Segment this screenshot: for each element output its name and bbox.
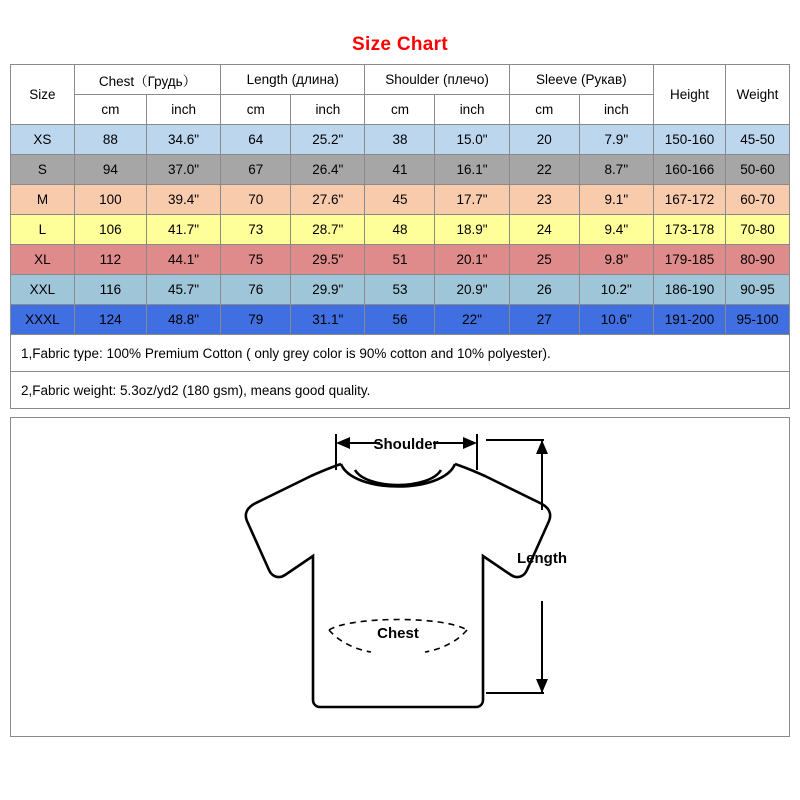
header-length: Length (длина)	[221, 65, 365, 95]
header-shoulder: Shoulder (плечо)	[365, 65, 509, 95]
length-label: Length	[517, 550, 567, 567]
cell-chest-cm: 94	[74, 155, 146, 185]
cell-shoulder-cm: 51	[365, 245, 435, 275]
cell-shoulder-inch: 20.9"	[435, 275, 509, 305]
cell-height: 179-185	[653, 245, 725, 275]
table-row	[11, 215, 790, 245]
table-row	[11, 185, 790, 215]
cell-shoulder-inch: 18.9"	[435, 215, 509, 245]
cell-size: S	[11, 155, 75, 185]
header-weight: Weight	[726, 65, 790, 125]
cell-sleeve-inch: 10.2"	[579, 275, 653, 305]
cell-height: 167-172	[653, 185, 725, 215]
cell-length-cm: 73	[221, 215, 291, 245]
cell-weight: 45-50	[726, 125, 790, 155]
cell-size: XXXL	[11, 305, 75, 335]
cell-sleeve-cm: 20	[509, 125, 579, 155]
cell-length-inch: 31.1"	[291, 305, 365, 335]
size-table-body	[11, 125, 790, 335]
cell-chest-cm: 116	[74, 275, 146, 305]
cell-chest-cm: 88	[74, 125, 146, 155]
cell-length-inch: 26.4"	[291, 155, 365, 185]
cell-sleeve-cm: 22	[509, 155, 579, 185]
cell-sleeve-inch: 9.8"	[579, 245, 653, 275]
cell-height: 173-178	[653, 215, 725, 245]
cell-height: 191-200	[653, 305, 725, 335]
cell-length-cm: 75	[221, 245, 291, 275]
cell-weight: 80-90	[726, 245, 790, 275]
tshirt-diagram-svg	[11, 418, 789, 736]
cell-sleeve-cm: 27	[509, 305, 579, 335]
cell-sleeve-inch: 7.9"	[579, 125, 653, 155]
cell-sleeve-inch: 9.4"	[579, 215, 653, 245]
cell-shoulder-inch: 20.1"	[435, 245, 509, 275]
cell-length-cm: 67	[221, 155, 291, 185]
cell-height: 160-166	[653, 155, 725, 185]
cell-chest-inch: 39.4"	[146, 185, 220, 215]
header-sleeve-cm: cm	[509, 95, 579, 125]
cell-shoulder-cm: 48	[365, 215, 435, 245]
table-group-header-row	[11, 65, 790, 95]
tshirt-diagram	[10, 417, 790, 737]
cell-sleeve-inch: 10.6"	[579, 305, 653, 335]
cell-weight: 90-95	[726, 275, 790, 305]
cell-shoulder-cm: 45	[365, 185, 435, 215]
cell-chest-cm: 106	[74, 215, 146, 245]
table-row	[11, 245, 790, 275]
cell-length-inch: 25.2"	[291, 125, 365, 155]
cell-shoulder-inch: 15.0"	[435, 125, 509, 155]
cell-weight: 60-70	[726, 185, 790, 215]
table-row	[11, 155, 790, 185]
cell-chest-inch: 48.8"	[146, 305, 220, 335]
cell-height: 150-160	[653, 125, 725, 155]
cell-length-cm: 70	[221, 185, 291, 215]
cell-chest-inch: 37.0"	[146, 155, 220, 185]
cell-chest-cm: 100	[74, 185, 146, 215]
page-title: Size Chart	[352, 34, 448, 55]
table-row	[11, 275, 790, 305]
chest-label: Chest	[377, 625, 419, 642]
note-fabric-type: 1,Fabric type: 100% Premium Cotton ( only grey color is 90% cotton and 10% polyester).	[11, 335, 790, 372]
cell-shoulder-inch: 22"	[435, 305, 509, 335]
cell-size: XS	[11, 125, 75, 155]
cell-shoulder-cm: 53	[365, 275, 435, 305]
cell-sleeve-inch: 8.7"	[579, 155, 653, 185]
cell-length-cm: 76	[221, 275, 291, 305]
cell-chest-inch: 34.6"	[146, 125, 220, 155]
header-size: Size	[11, 65, 75, 125]
note-row	[11, 372, 790, 409]
cell-sleeve-cm: 24	[509, 215, 579, 245]
cell-length-inch: 29.5"	[291, 245, 365, 275]
cell-shoulder-cm: 38	[365, 125, 435, 155]
header-length-inch: inch	[291, 95, 365, 125]
header-chest-cm: cm	[74, 95, 146, 125]
cell-shoulder-inch: 17.7"	[435, 185, 509, 215]
header-length-cm: cm	[221, 95, 291, 125]
tshirt-outline	[246, 464, 550, 707]
table-row	[11, 125, 790, 155]
cell-length-cm: 64	[221, 125, 291, 155]
notes-table	[10, 335, 790, 409]
cell-length-inch: 29.9"	[291, 275, 365, 305]
shoulder-label: Shoulder	[373, 436, 439, 453]
cell-shoulder-inch: 16.1"	[435, 155, 509, 185]
header-height: Height	[653, 65, 725, 125]
note-row	[11, 335, 790, 372]
cell-length-cm: 79	[221, 305, 291, 335]
cell-size: XXL	[11, 275, 75, 305]
header-chest: Chest（Грудь）	[74, 65, 220, 95]
cell-length-inch: 28.7"	[291, 215, 365, 245]
size-table	[10, 64, 790, 335]
cell-length-inch: 27.6"	[291, 185, 365, 215]
cell-size: L	[11, 215, 75, 245]
cell-height: 186-190	[653, 275, 725, 305]
table-row	[11, 305, 790, 335]
cell-weight: 50-60	[726, 155, 790, 185]
cell-shoulder-cm: 56	[365, 305, 435, 335]
header-shoulder-inch: inch	[435, 95, 509, 125]
chest-measure-line-right	[425, 630, 467, 652]
cell-chest-cm: 124	[74, 305, 146, 335]
header-chest-inch: inch	[146, 95, 220, 125]
cell-sleeve-cm: 25	[509, 245, 579, 275]
chest-measure-line-left	[329, 630, 371, 652]
cell-sleeve-cm: 26	[509, 275, 579, 305]
cell-weight: 95-100	[726, 305, 790, 335]
note-fabric-weight: 2,Fabric weight: 5.3oz/yd2 (180 gsm), means good quality.	[11, 372, 790, 409]
cell-size: M	[11, 185, 75, 215]
cell-sleeve-inch: 9.1"	[579, 185, 653, 215]
cell-size: XL	[11, 245, 75, 275]
cell-shoulder-cm: 41	[365, 155, 435, 185]
cell-weight: 70-80	[726, 215, 790, 245]
cell-chest-inch: 45.7"	[146, 275, 220, 305]
header-sleeve-inch: inch	[579, 95, 653, 125]
cell-sleeve-cm: 23	[509, 185, 579, 215]
cell-chest-inch: 41.7"	[146, 215, 220, 245]
cell-chest-inch: 44.1"	[146, 245, 220, 275]
header-shoulder-cm: cm	[365, 95, 435, 125]
cell-chest-cm: 112	[74, 245, 146, 275]
header-sleeve: Sleeve (Рукав)	[509, 65, 653, 95]
